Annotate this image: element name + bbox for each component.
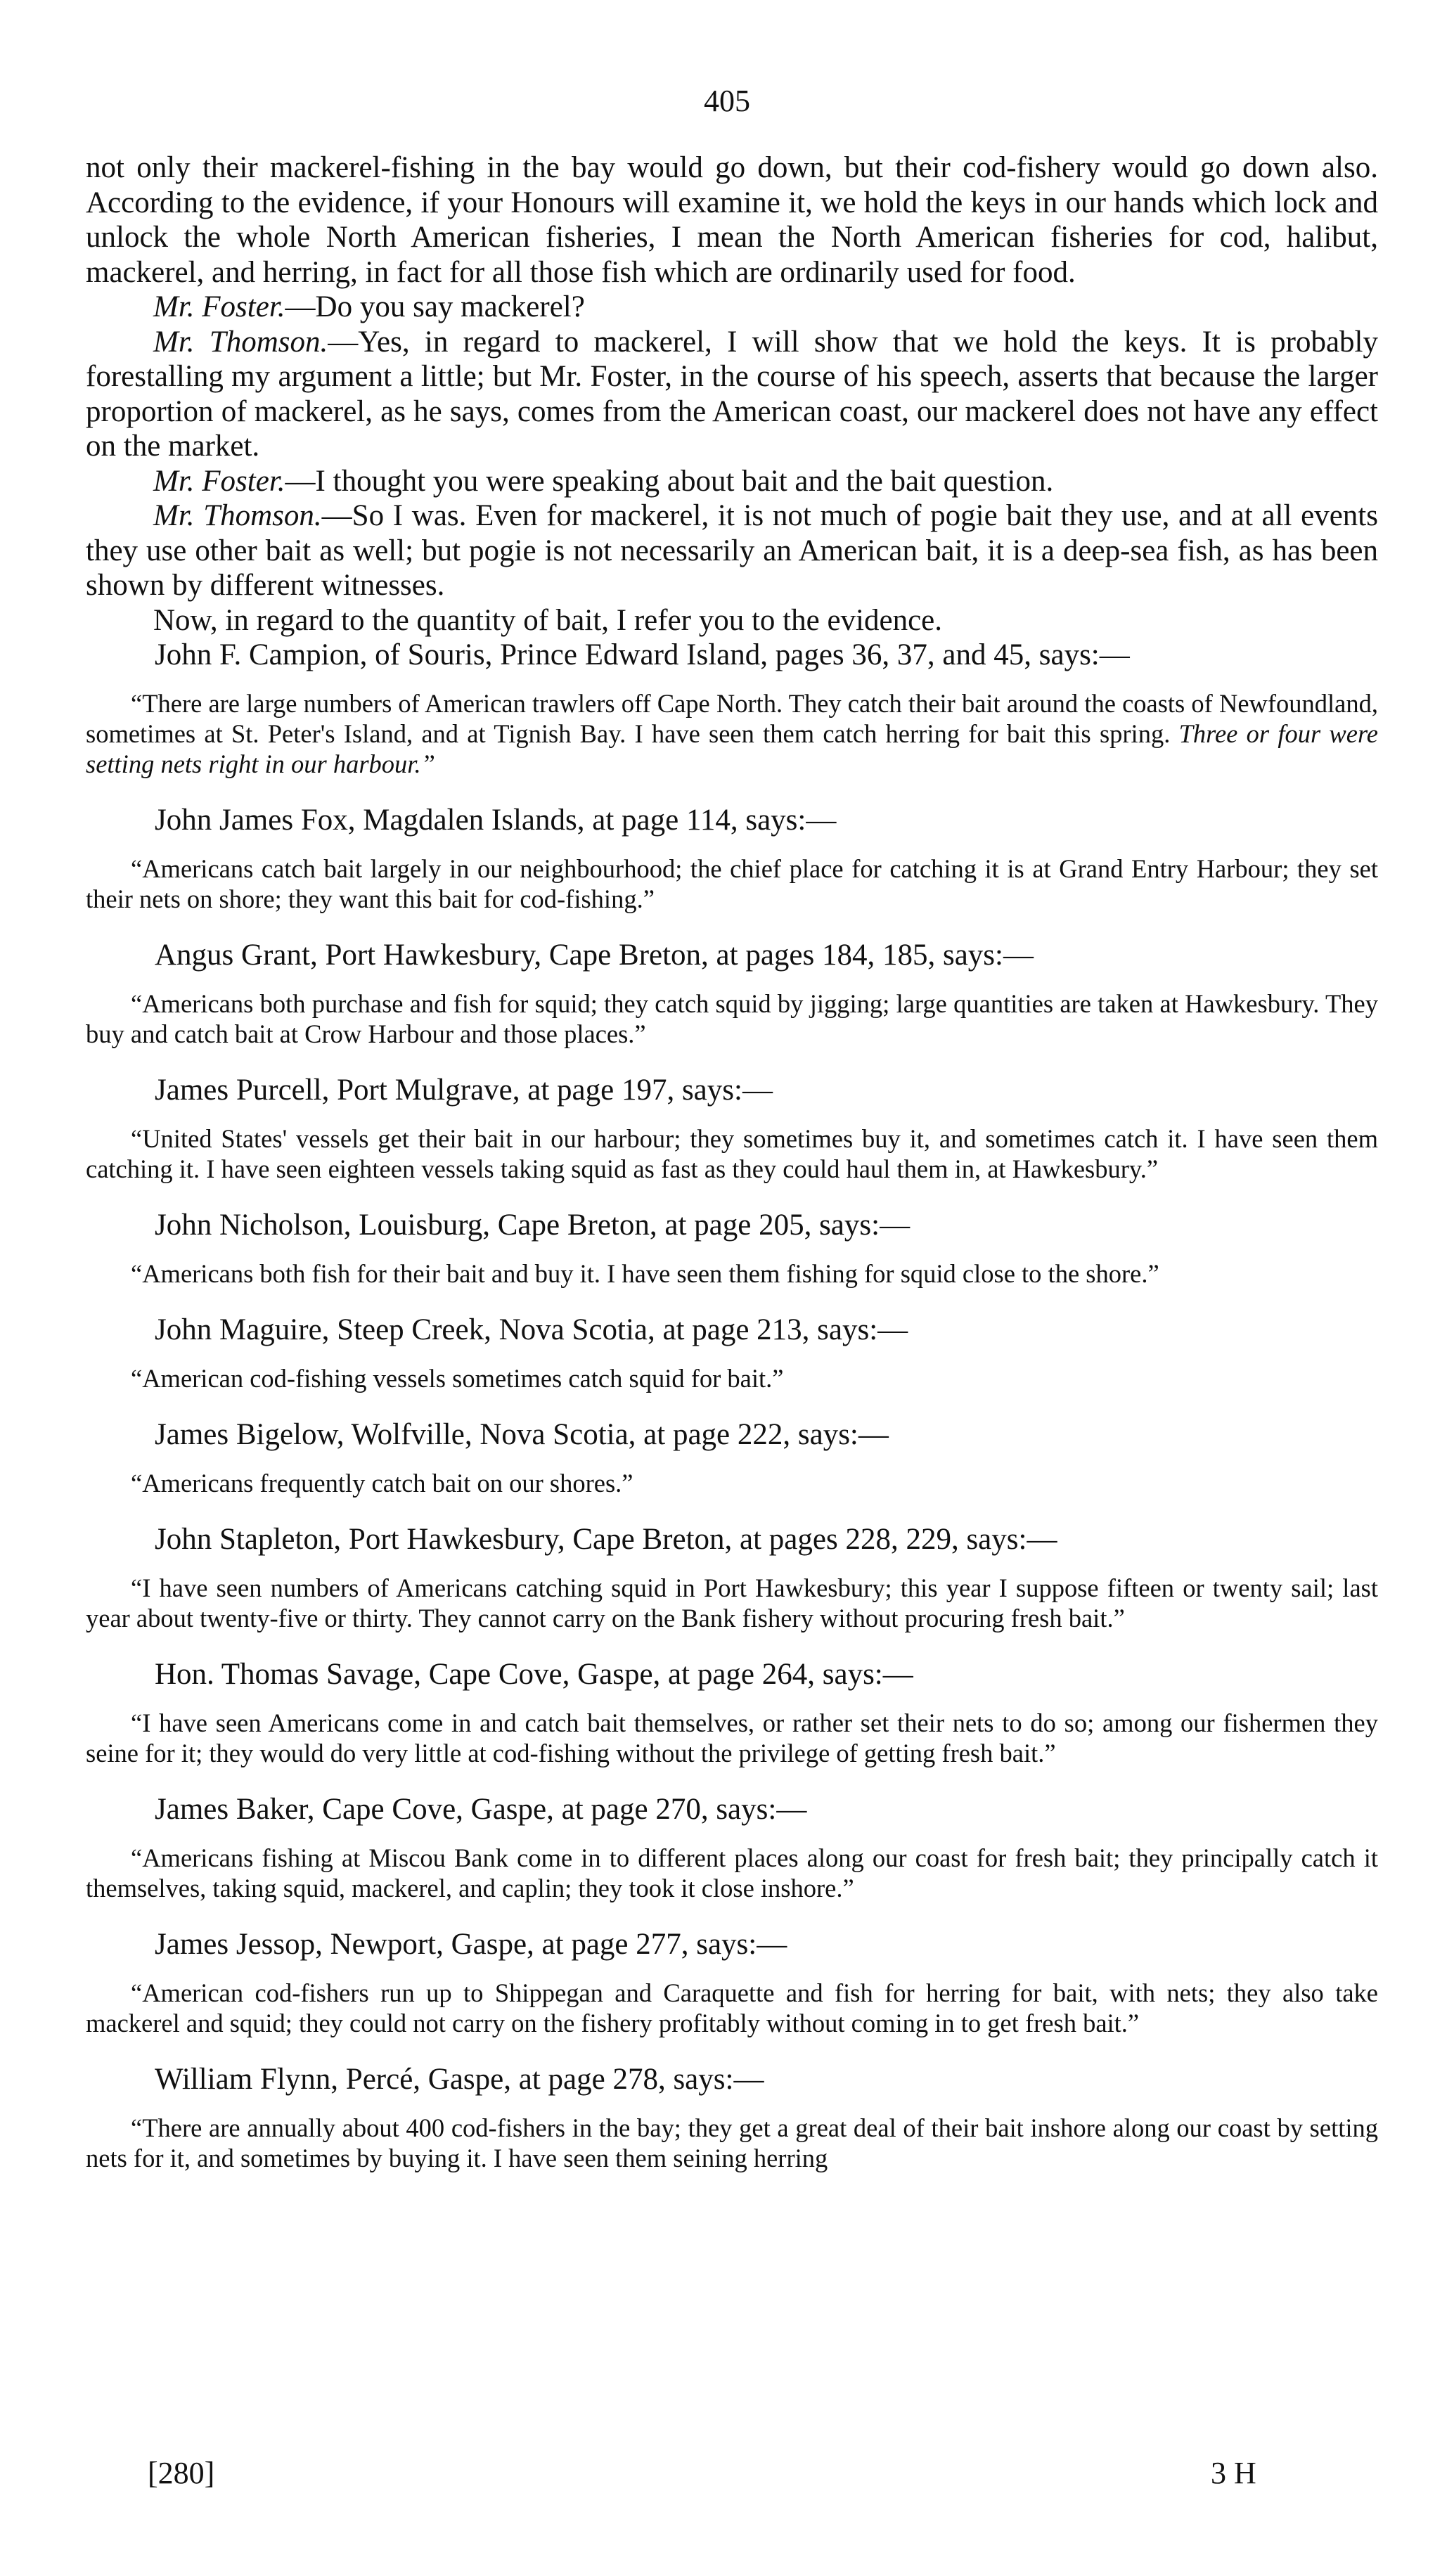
testimony-lead: Angus Grant, Port Hawkesbury, Cape Breton, at pages 184, 185, says:— xyxy=(155,939,1034,972)
testimony-lead: James Bigelow, Wolfville, Nova Scotia, at page 222, says:— xyxy=(155,1418,889,1451)
speaker-name: Mr. Foster. xyxy=(153,464,285,498)
intro-paragraph: not only their mackerel-fishing in the bay would go down, but their cod-fishery would go down also. According to the evidence, if your Honours will examine it, we hold the keys in our hands which lock and unlock the whole North American fisheries, I mean the North American fisheries for cod, halibut, mackerel, and herring, in fact for all those fish which are ordinarily used for food. xyxy=(86,151,1378,289)
speech-text: —Do you say mackerel? xyxy=(285,290,585,323)
dialogue-thomson-2 xyxy=(86,498,1378,603)
testimony-lead: James Baker, Cape Cove, Gaspe, at page 270, says:— xyxy=(155,1793,807,1826)
testimony-quote: “American cod-fishing vessels sometimes catch squid for bait.” xyxy=(131,1364,784,1393)
testimony-lead: Hon. Thomas Savage, Cape Cove, Gaspe, at page 264, says:— xyxy=(155,1658,913,1691)
testimony-lead: John Stapleton, Port Hawkesbury, Cape Breton, at pages 228, 229, says:— xyxy=(155,1523,1057,1556)
testimony-quote: “There are annually about 400 cod-fishers in the bay; they get a great deal of their bait inshore along our coast by setting nets for it, and sometimes by buying it. I have seen them seining herring xyxy=(86,2113,1378,2172)
testimony-quote: “Americans fishing at Miscou Bank come in to different places along our coast for fresh bait; they principally catch it themselves, taking squid, mackerel, and caplin; they took it close inshore.” xyxy=(86,1843,1378,1902)
speech-text: —I thought you were speaking about bait and the bait question. xyxy=(285,464,1054,498)
testimony-lead: James Purcell, Port Mulgrave, at page 197, says:— xyxy=(155,1074,773,1107)
testimony-quote: “Americans both purchase and fish for squid; they catch squid by jigging; large quantities are taken at Hawkesbury. They buy and catch bait at Crow Harbour and those places.” xyxy=(86,989,1378,1048)
testimony-quote: “I have seen Americans come in and catch bait themselves, or rather set their nets to do so; among our fishermen they seine for it; they would do very little at cod-fishing without the privilege of getting fresh bait.” xyxy=(86,1708,1378,1767)
dialogue-thomson-1 xyxy=(86,325,1378,464)
footer-sheet-number: [280] xyxy=(148,2456,215,2490)
testimony-quote: “Americans catch bait largely in our neighbourhood; the chief place for catching it is at Grand Entry Harbour; they set their nets on shore; they want this bait for cod-fishing.” xyxy=(86,854,1378,913)
dialogue-foster-1 xyxy=(86,290,1378,325)
testimony-quote: “Americans both fish for their bait and buy it. I have seen them fishing for squid close to the shore.” xyxy=(131,1259,1159,1288)
testimony-lead: John James Fox, Magdalen Islands, at page 114, says:— xyxy=(155,804,837,837)
testimony-quote: “Americans frequently catch bait on our shores.” xyxy=(131,1469,633,1498)
page-number: 405 xyxy=(704,84,750,118)
testimony-lead: John Nicholson, Louisburg, Cape Breton, at page 205, says:— xyxy=(155,1209,911,1242)
quote-emphasis: Three or four were setting nets right in our harbour.” xyxy=(86,719,1378,778)
testimony-lead: William Flynn, Percé, Gaspe, at page 278, says:— xyxy=(155,2063,764,2096)
speech-text: —So I was. Even for mackerel, it is not much of pogie bait they use, and at all events they use other bait as well; but pogie is not necessarily an American bait, it is a deep-sea fish, as has been shown by different witnesses. xyxy=(86,499,1378,602)
dialogue-foster-2 xyxy=(86,464,1378,499)
testimony-lead: John Maguire, Steep Creek, Nova Scotia, at page 213, says:— xyxy=(155,1313,908,1346)
quantity-paragraph: Now, in regard to the quantity of bait, I refer you to the evidence. xyxy=(153,603,942,637)
document-body xyxy=(86,150,1378,2173)
testimony-quote: “I have seen numbers of Americans catching squid in Port Hawkesbury; this year I suppose fifteen or twenty sail; last year about twenty-five or thirty. They cannot carry on the Bank fishery without procuring fresh bait.” xyxy=(86,1573,1378,1632)
speech-text: —Yes, in regard to mackerel, I will show that we hold the keys. It is probably forestalling my argument a little; but Mr. Foster, in the course of his speech, asserts that because the larger proportion of mackerel, as he says, comes from the American coast, our mackerel does not have any effect on the market. xyxy=(86,325,1378,463)
speaker-name: Mr. Thomson. xyxy=(153,325,328,359)
testimony-lead: James Jessop, Newport, Gaspe, at page 277, says:— xyxy=(155,1928,787,1961)
footer-signature-mark: 3 H xyxy=(1211,2456,1256,2490)
speaker-name: Mr. Thomson. xyxy=(153,499,322,532)
speaker-name: Mr. Foster. xyxy=(153,290,285,323)
testimony-quote: “American cod-fishers run up to Shippegan and Caraquette and fish for herring for bait, with nets; they also take mackerel and squid; they could not carry on the fishery profitably without coming in to get fresh bait.” xyxy=(86,1978,1378,2037)
testimony-quote: “There are large numbers of American trawlers off Cape North. They catch their bait around the coasts of Newfoundland, sometimes at St. Peter's Island, and at Tignish Bay. I have seen them catch herring for bait this spring. Three or four were setting nets right in our harbour.” xyxy=(86,689,1378,778)
testimony-lead: John F. Campion, of Souris, Prince Edward Island, pages 36, 37, and 45, says:— xyxy=(155,638,1130,671)
testimony-quote: “United States' vessels get their bait in our harbour; they sometimes buy it, and sometimes catch it. I have seen them catching it. I have seen eighteen vessels taking squid as fast as they could haul them in, at Hawkesbury.” xyxy=(86,1124,1378,1183)
